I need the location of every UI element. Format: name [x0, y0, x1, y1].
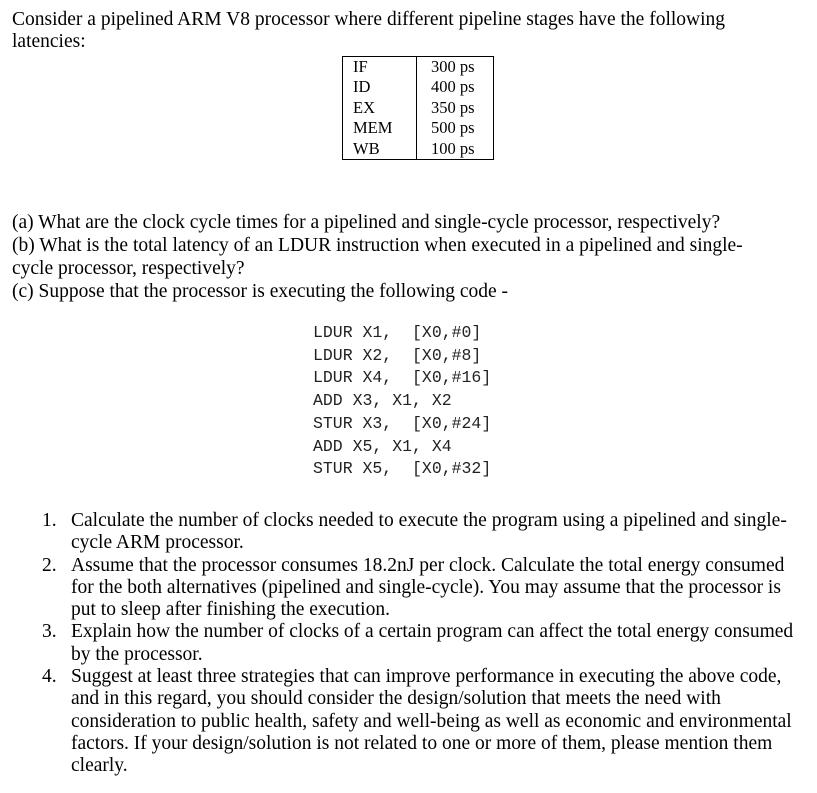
- code-line: ADD X3, X1, X2: [313, 391, 452, 411]
- latency-cell: 350 ps: [417, 98, 494, 118]
- stage-cell: ID: [343, 77, 417, 97]
- code-line: STUR X5, [X0,#32]: [313, 459, 492, 479]
- code-block: [313, 322, 491, 481]
- table-row: [343, 77, 494, 97]
- table-row: [343, 57, 494, 78]
- stage-cell: WB: [343, 139, 417, 160]
- table-row: [343, 139, 494, 160]
- code-line: LDUR X1, [X0,#0]: [313, 323, 482, 342]
- latency-cell: 300 ps: [417, 57, 494, 78]
- stage-cell: MEM: [343, 118, 417, 138]
- stage-cell: EX: [343, 98, 417, 118]
- table-row: [343, 118, 494, 138]
- latency-cell: 100 ps: [417, 139, 494, 160]
- question-b-line-2: cycle processor, respectively?: [12, 258, 245, 279]
- code-line: ADD X5, X1, X4: [313, 436, 452, 456]
- list-number: 3.: [42, 621, 57, 643]
- list-item: [0, 621, 801, 666]
- intro-line-2: latencies:: [12, 31, 86, 52]
- list-text: Assume that the processor consumes 18.2nJ per clock. Calculate the total energy consumed for the both alternatives (pipelined and single-cycle). You may assume that the processor is put to sleep after finishing the execution.: [71, 554, 785, 621]
- table-row: [343, 98, 494, 118]
- list-text: Suggest at least three strategies that can improve performance in executing the above code, and in this regard, you should consider the design/solution that meets the need with consideration to public health, safety and well-being as well as economic and environmental factors. If your design/solution is not related to one or more of them, please mention them clearly.: [71, 666, 792, 777]
- list-item: [0, 666, 801, 777]
- list-text: Calculate the number of clocks needed to execute the program using a pipelined and single-cycle ARM processor.: [71, 510, 787, 554]
- list-number: 4.: [42, 666, 57, 688]
- question-a: (a) What are the clock cycle times for a pipelined and single-cycle processor, respectively?: [12, 212, 721, 233]
- task-list: [0, 510, 801, 778]
- latency-table: [342, 56, 494, 160]
- list-number: 1.: [42, 510, 57, 531]
- code-line: STUR X3, [X0,#24]: [313, 413, 492, 433]
- code-line: LDUR X4, [X0,#16]: [313, 368, 492, 388]
- list-number: 2.: [42, 554, 57, 576]
- list-item: [0, 510, 801, 555]
- list-item: [0, 555, 801, 622]
- stage-cell: IF: [343, 57, 417, 78]
- list-text: Explain how the number of clocks of a certain program can affect the total energy consumed by the processor.: [71, 621, 794, 665]
- intro-line-1: Consider a pipelined ARM V8 processor where different pipeline stages have the following: [12, 9, 726, 30]
- latency-cell: 500 ps: [417, 118, 494, 138]
- code-line: LDUR X2, [X0,#8]: [313, 345, 482, 365]
- question-c: (c) Suppose that the processor is executing the following code -: [12, 281, 509, 302]
- question-b-line-1: (b) What is the total latency of an LDUR instruction when executed in a pipelined and single-: [12, 235, 743, 256]
- latency-cell: 400 ps: [417, 77, 494, 97]
